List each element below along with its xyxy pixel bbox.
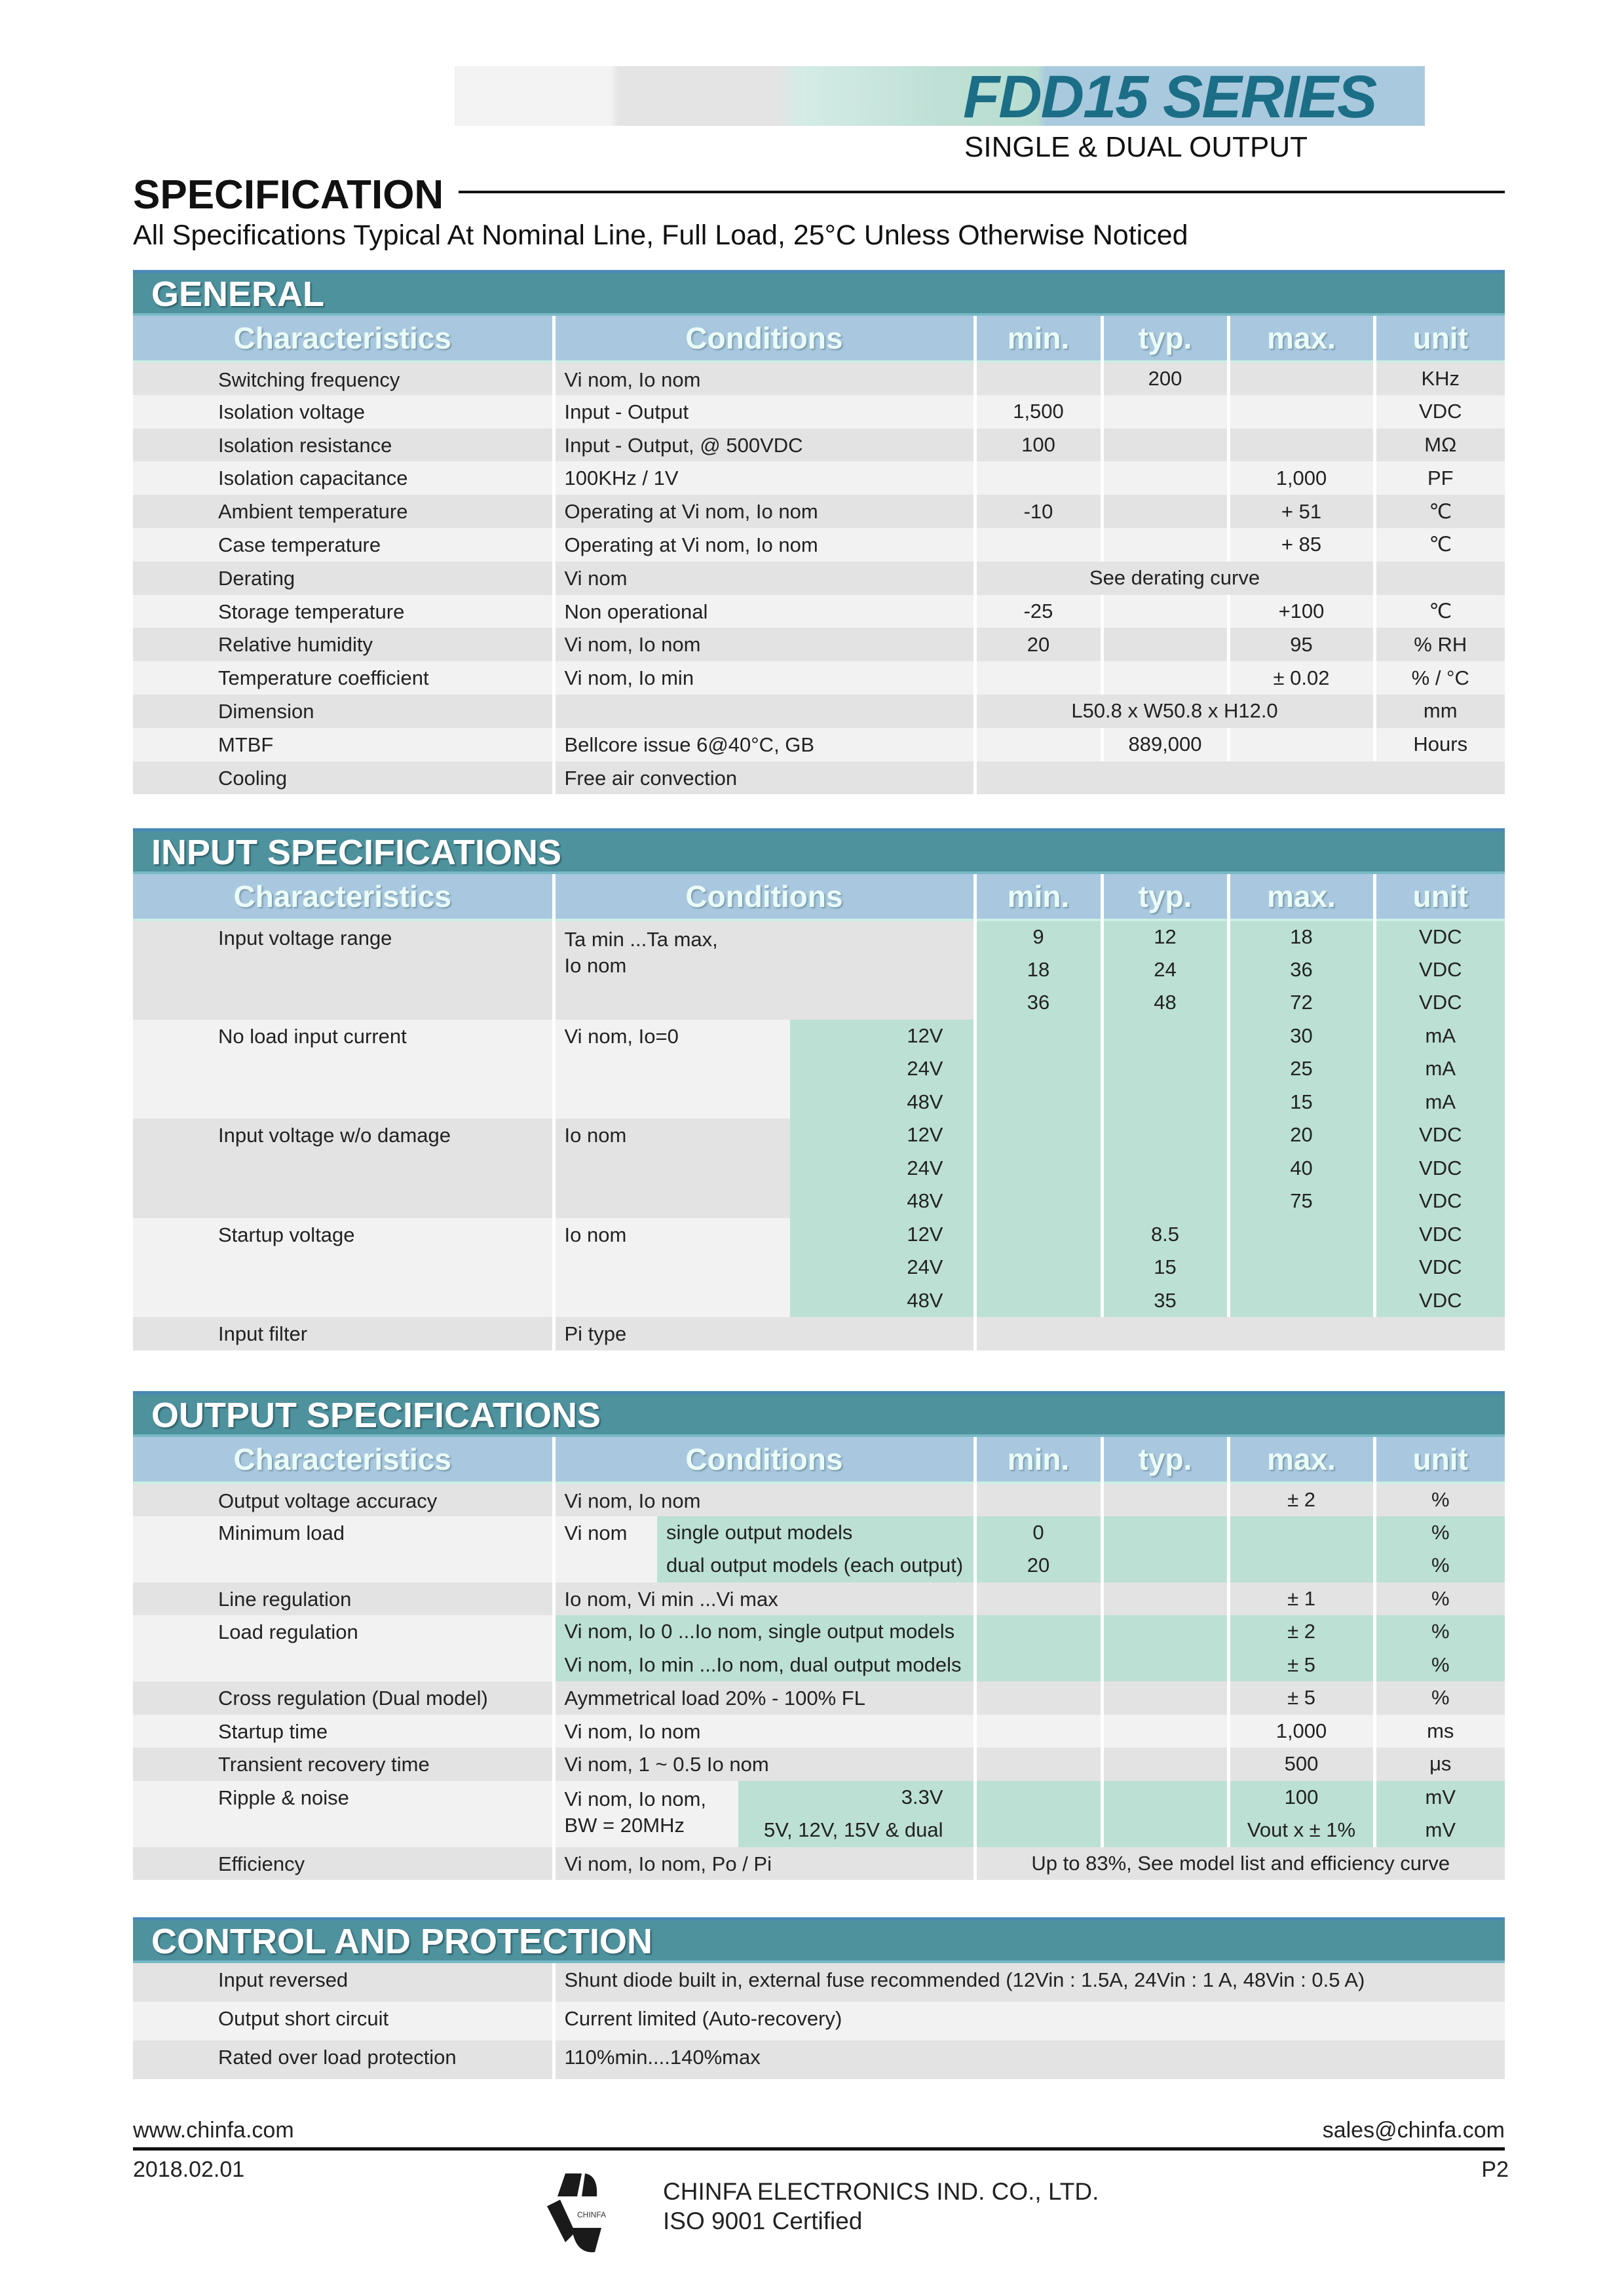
condition-cell: Non operational xyxy=(554,595,975,628)
min-cell xyxy=(975,1582,1102,1616)
characteristic-cell: MTBF xyxy=(133,728,554,761)
typ-cell: 35 xyxy=(1102,1284,1228,1318)
condition-cell: Vi nom, Io nom, Po / Pi xyxy=(554,1847,975,1881)
characteristic-cell: Load regulation xyxy=(133,1615,554,1681)
characteristic-cell: Minimum load xyxy=(133,1516,554,1582)
min-cell xyxy=(975,1152,1102,1185)
min-cell xyxy=(975,1185,1102,1218)
table-row xyxy=(133,1582,1505,1616)
table-row xyxy=(133,562,1505,595)
table-row xyxy=(133,2002,1505,2040)
input-table xyxy=(133,874,1505,1350)
max-cell: ± 2 xyxy=(1228,1483,1374,1516)
max-cell: ± 1 xyxy=(1228,1582,1374,1616)
column-header-typ: typ. xyxy=(1102,874,1228,920)
typ-cell xyxy=(1102,1748,1228,1781)
table-row xyxy=(133,595,1505,628)
table-row xyxy=(133,395,1505,429)
typ-cell xyxy=(1102,595,1228,628)
spec-note: All Specifications Typical At Nominal Line, Full Load, 25°C Unless Otherwise Noticed xyxy=(133,220,1188,251)
characteristic-cell: Input reversed xyxy=(133,1963,554,2002)
min-cell xyxy=(975,1218,1102,1252)
table-row xyxy=(133,1516,1505,1550)
value-cell: Current limited (Auto-recovery) xyxy=(554,2002,1505,2040)
typ-cell xyxy=(1102,1681,1228,1715)
min-cell xyxy=(975,661,1102,695)
unit-cell: VDC xyxy=(1374,1284,1505,1318)
min-cell xyxy=(975,1251,1102,1284)
typ-cell: 48 xyxy=(1102,986,1228,1020)
typ-cell xyxy=(1102,1549,1228,1582)
max-cell: 1,000 xyxy=(1228,461,1374,495)
max-cell: + 85 xyxy=(1228,528,1374,562)
empty-cell xyxy=(975,1317,1505,1350)
unit-cell: VDC xyxy=(1374,986,1505,1020)
characteristic-cell: Output voltage accuracy xyxy=(133,1483,554,1516)
logo-text: CHINFA xyxy=(577,2210,607,2219)
max-cell xyxy=(1228,429,1374,462)
unit-cell: % xyxy=(1374,1516,1505,1550)
min-cell: 0 xyxy=(975,1516,1102,1550)
control-table xyxy=(133,1963,1505,2079)
certification: ISO 9001 Certified xyxy=(663,2208,863,2234)
span-value-cell: See derating curve xyxy=(975,562,1374,595)
typ-cell xyxy=(1102,1615,1228,1649)
unit-cell: mV xyxy=(1374,1781,1505,1814)
typ-cell xyxy=(1102,1715,1228,1748)
characteristic-cell: Efficiency xyxy=(133,1847,554,1881)
condition-cell: Io nom, Vi min ...Vi max xyxy=(554,1582,975,1616)
typ-cell xyxy=(1102,395,1228,429)
condition-sub-label: dual output models (each output) xyxy=(657,1549,975,1582)
table-row xyxy=(133,1963,1505,2002)
min-cell xyxy=(975,1086,1102,1119)
column-header-unit: unit xyxy=(1374,874,1505,920)
min-cell xyxy=(975,1483,1102,1516)
characteristic-cell: Temperature coefficient xyxy=(133,661,554,695)
typ-cell xyxy=(1102,1814,1228,1847)
unit-cell: VDC xyxy=(1374,395,1505,429)
condition-sub-label: single output models xyxy=(657,1516,975,1550)
condition-line: Vi nom, Io nom, xyxy=(564,1787,707,1810)
input-section-title: INPUT SPECIFICATIONS xyxy=(133,828,1505,874)
table-row xyxy=(133,528,1505,562)
table-row xyxy=(133,761,1505,795)
characteristic-cell: Isolation capacitance xyxy=(133,461,554,495)
span-value-cell: Up to 83%, See model list and efficiency curve xyxy=(975,1847,1505,1881)
typ-cell: 8.5 xyxy=(1102,1218,1228,1252)
unit-cell: mm xyxy=(1374,695,1505,728)
max-cell: 500 xyxy=(1228,1748,1374,1781)
characteristic-cell: Isolation resistance xyxy=(133,429,554,462)
value-cell: Shunt diode built in, external fuse recommended (12Vin : 1.5A, 24Vin : 1 A, 48Vin : 0.5 A) xyxy=(554,1963,1505,2002)
max-cell: 36 xyxy=(1228,953,1374,987)
condition-cell: Bellcore issue 6@40°C, GB xyxy=(554,728,975,761)
table-row xyxy=(133,695,1505,728)
input-section xyxy=(133,828,1505,1350)
typ-cell: 15 xyxy=(1102,1251,1228,1284)
output-section-title: OUTPUT SPECIFICATIONS xyxy=(133,1391,1505,1437)
condition-cell: Vi nom, Io min xyxy=(554,661,975,695)
min-cell: 20 xyxy=(975,628,1102,661)
min-cell xyxy=(975,1284,1102,1318)
max-cell xyxy=(1228,1218,1374,1252)
characteristic-cell: Line regulation xyxy=(133,1582,554,1616)
characteristic-cell: No load input current xyxy=(133,1020,554,1119)
column-header-typ: typ. xyxy=(1102,316,1228,362)
condition-sub-label: 12V xyxy=(790,1119,975,1152)
unit-cell: mV xyxy=(1374,1814,1505,1847)
condition-cell: Free air convection xyxy=(554,761,975,795)
control-section-title: CONTROL AND PROTECTION xyxy=(133,1917,1505,1963)
max-cell: ± 0.02 xyxy=(1228,661,1374,695)
condition-cell: Aymmetrical load 20% - 100% FL xyxy=(554,1681,975,1715)
control-section xyxy=(133,1917,1505,2079)
min-cell xyxy=(975,1020,1102,1053)
website-link[interactable]: www.chinfa.com xyxy=(133,2118,294,2143)
unit-cell: % / °C xyxy=(1374,661,1505,695)
table-row xyxy=(133,661,1505,695)
typ-cell xyxy=(1102,1086,1228,1119)
column-header-row xyxy=(133,874,1505,920)
characteristic-cell: Startup voltage xyxy=(133,1218,554,1318)
table-row xyxy=(133,495,1505,528)
max-cell: Vout x ± 1% xyxy=(1228,1814,1374,1847)
general-section-title: GENERAL xyxy=(133,270,1505,316)
min-cell xyxy=(975,1052,1102,1086)
unit-cell: mA xyxy=(1374,1052,1505,1086)
max-cell: + 51 xyxy=(1228,495,1374,528)
condition-cell: Pi type xyxy=(554,1317,975,1350)
max-cell xyxy=(1228,1284,1374,1318)
max-cell: 20 xyxy=(1228,1119,1374,1152)
unit-cell: ℃ xyxy=(1374,495,1505,528)
characteristic-cell: Dimension xyxy=(133,695,554,728)
unit-cell: MΩ xyxy=(1374,429,1505,462)
characteristic-cell: Relative humidity xyxy=(133,628,554,661)
column-header-unit: unit xyxy=(1374,1437,1505,1483)
table-row xyxy=(133,1119,1505,1152)
typ-cell: 200 xyxy=(1102,362,1228,395)
page-number: P2 xyxy=(1481,2157,1509,2182)
table-row xyxy=(133,362,1505,395)
condition-sub-label: 48V xyxy=(790,1284,975,1318)
condition-sub-label: 24V xyxy=(790,1152,975,1185)
typ-cell xyxy=(1102,1649,1228,1682)
max-cell: 40 xyxy=(1228,1152,1374,1185)
characteristic-cell: Switching frequency xyxy=(133,362,554,395)
unit-cell: % xyxy=(1374,1681,1505,1715)
max-cell: 30 xyxy=(1228,1020,1374,1053)
condition-cell: Vi nom, Io=0 xyxy=(554,1020,790,1119)
max-cell xyxy=(1228,395,1374,429)
unit-cell: % xyxy=(1374,1549,1505,1582)
typ-cell xyxy=(1102,628,1228,661)
condition-sub-label: 12V xyxy=(790,1020,975,1053)
table-row xyxy=(133,1847,1505,1881)
series-title: FDD15 SERIES xyxy=(963,64,1376,130)
output-section xyxy=(133,1391,1505,1880)
typ-cell xyxy=(1102,461,1228,495)
column-header-typ: typ. xyxy=(1102,1437,1228,1483)
unit-cell: % xyxy=(1374,1615,1505,1649)
footer-divider xyxy=(133,2147,1505,2151)
typ-cell xyxy=(1102,429,1228,462)
chinfa-logo-icon xyxy=(546,2170,631,2255)
unit-cell: ℃ xyxy=(1374,595,1505,628)
table-row xyxy=(133,1681,1505,1715)
condition-line: Io nom xyxy=(564,954,627,977)
condition-cell: Vi nom, Io 0 ...Io nom, single output models xyxy=(554,1615,975,1649)
typ-cell xyxy=(1102,495,1228,528)
table-row xyxy=(133,1218,1505,1252)
condition-sub-label: 24V xyxy=(790,1052,975,1086)
min-cell: 9 xyxy=(975,920,1102,953)
table-row xyxy=(133,728,1505,761)
condition-cell xyxy=(554,695,975,728)
characteristic-cell: Rated over load protection xyxy=(133,2040,554,2079)
condition-cell: Input - Output, @ 500VDC xyxy=(554,429,975,462)
column-header-characteristics: Characteristics xyxy=(133,874,554,920)
min-cell xyxy=(975,1781,1102,1814)
max-cell xyxy=(1228,728,1374,761)
typ-cell xyxy=(1102,1781,1228,1814)
unit-cell: % xyxy=(1374,1582,1505,1616)
unit-cell: ℃ xyxy=(1374,528,1505,562)
unit-cell: VDC xyxy=(1374,953,1505,987)
characteristic-cell: Startup time xyxy=(133,1715,554,1748)
table-row xyxy=(133,920,1505,953)
typ-cell xyxy=(1102,1119,1228,1152)
general-table xyxy=(133,316,1505,794)
condition-cell: Io nom xyxy=(554,1119,790,1218)
typ-cell xyxy=(1102,528,1228,562)
characteristic-cell: Transient recovery time xyxy=(133,1748,554,1781)
typ-cell xyxy=(1102,661,1228,695)
min-cell xyxy=(975,461,1102,495)
condition-cell: Io nom xyxy=(554,1218,790,1318)
series-subtitle: SINGLE & DUAL OUTPUT xyxy=(964,131,1308,163)
min-cell xyxy=(975,1681,1102,1715)
max-cell xyxy=(1228,362,1374,395)
condition-cell: Vi nom, 1 ~ 0.5 Io nom xyxy=(554,1748,975,1781)
min-cell xyxy=(975,362,1102,395)
table-row xyxy=(133,429,1505,462)
condition-cell: Vi nom, Io nom xyxy=(554,1483,975,1516)
table-row xyxy=(133,461,1505,495)
unit-cell: VDC xyxy=(1374,1218,1505,1252)
min-cell: 18 xyxy=(975,953,1102,987)
characteristic-cell: Output short circuit xyxy=(133,2002,554,2040)
typ-cell xyxy=(1102,1052,1228,1086)
min-cell xyxy=(975,1715,1102,1748)
table-row xyxy=(133,1715,1505,1748)
typ-cell xyxy=(1102,1516,1228,1550)
condition-cell xyxy=(554,1781,738,1847)
condition-sub-label: 48V xyxy=(790,1185,975,1218)
characteristic-cell: Storage temperature xyxy=(133,595,554,628)
column-header-row xyxy=(133,316,1505,362)
table-row xyxy=(133,628,1505,661)
output-table xyxy=(133,1437,1505,1880)
characteristic-cell: Case temperature xyxy=(133,528,554,562)
table-row xyxy=(133,1020,1505,1053)
condition-sub-label: 48V xyxy=(790,1086,975,1119)
typ-cell xyxy=(1102,1185,1228,1218)
column-header-row xyxy=(133,1437,1505,1483)
max-cell: ± 5 xyxy=(1228,1649,1374,1682)
min-cell: -10 xyxy=(975,495,1102,528)
max-cell: 18 xyxy=(1228,920,1374,953)
table-row xyxy=(133,2040,1505,2079)
column-header-conditions: Conditions xyxy=(554,874,975,920)
max-cell: ± 5 xyxy=(1228,1681,1374,1715)
page-title: SPECIFICATION xyxy=(133,172,444,218)
table-row xyxy=(133,1317,1505,1350)
condition-cell: Vi nom, Io nom xyxy=(554,1715,975,1748)
typ-cell: 12 xyxy=(1102,920,1228,953)
condition-cell: Operating at Vi nom, Io nom xyxy=(554,495,975,528)
condition-sub-label: 5V, 12V, 15V & dual xyxy=(738,1814,975,1847)
title-divider xyxy=(459,191,1505,193)
typ-cell xyxy=(1102,1582,1228,1616)
max-cell: 25 xyxy=(1228,1052,1374,1086)
table-row xyxy=(133,1781,1505,1814)
characteristic-cell: Ambient temperature xyxy=(133,495,554,528)
min-cell xyxy=(975,1615,1102,1649)
table-row xyxy=(133,1615,1505,1649)
max-cell: 75 xyxy=(1228,1185,1374,1218)
column-header-characteristics: Characteristics xyxy=(133,316,554,362)
condition-line: BW = 20MHz xyxy=(564,1813,685,1837)
document-date: 2018.02.01 xyxy=(133,2157,245,2182)
characteristic-cell: Isolation voltage xyxy=(133,395,554,429)
column-header-max: max. xyxy=(1228,1437,1374,1483)
unit-cell: VDC xyxy=(1374,1152,1505,1185)
condition-sub-label: 24V xyxy=(790,1251,975,1284)
condition-sub-label: 12V xyxy=(790,1218,975,1252)
unit-cell: VDC xyxy=(1374,1185,1505,1218)
unit-cell: μs xyxy=(1374,1748,1505,1781)
max-cell: ± 2 xyxy=(1228,1615,1374,1649)
typ-cell xyxy=(1102,1020,1228,1053)
typ-cell: 24 xyxy=(1102,953,1228,987)
column-header-conditions: Conditions xyxy=(554,316,975,362)
unit-cell: mA xyxy=(1374,1086,1505,1119)
min-cell: 1,500 xyxy=(975,395,1102,429)
characteristic-cell: Derating xyxy=(133,562,554,595)
column-header-characteristics: Characteristics xyxy=(133,1437,554,1483)
max-cell: 72 xyxy=(1228,986,1374,1020)
min-cell xyxy=(975,1119,1102,1152)
max-cell xyxy=(1228,1516,1374,1550)
min-cell xyxy=(975,528,1102,562)
condition-cell: Operating at Vi nom, Io nom xyxy=(554,528,975,562)
min-cell: 36 xyxy=(975,986,1102,1020)
unit-cell: KHz xyxy=(1374,362,1505,395)
typ-cell xyxy=(1102,1152,1228,1185)
characteristic-cell: Input filter xyxy=(133,1317,554,1350)
table-row xyxy=(133,1483,1505,1516)
condition-cell: 100KHz / 1V xyxy=(554,461,975,495)
unit-cell: Hours xyxy=(1374,728,1505,761)
column-header-conditions: Conditions xyxy=(554,1437,975,1483)
characteristic-cell: Input voltage range xyxy=(133,920,554,1020)
general-section xyxy=(133,270,1505,794)
column-header-max: max. xyxy=(1228,316,1374,362)
condition-cell: Vi nom xyxy=(554,562,975,595)
unit-cell: ms xyxy=(1374,1715,1505,1748)
condition-cell: Input - Output xyxy=(554,395,975,429)
characteristic-cell: Ripple & noise xyxy=(133,1781,554,1847)
condition-cell: Vi nom, Io min ...Io nom, dual output models xyxy=(554,1649,975,1682)
unit-cell: % RH xyxy=(1374,628,1505,661)
min-cell: 100 xyxy=(975,429,1102,462)
column-header-min: min. xyxy=(975,874,1102,920)
min-cell xyxy=(975,1748,1102,1781)
max-cell: 100 xyxy=(1228,1781,1374,1814)
characteristic-cell: Cross regulation (Dual model) xyxy=(133,1681,554,1715)
condition-cell: Vi nom, Io nom xyxy=(554,628,975,661)
characteristic-cell: Input voltage w/o damage xyxy=(133,1119,554,1218)
condition-cell xyxy=(554,920,975,1020)
min-cell xyxy=(975,1814,1102,1847)
min-cell xyxy=(975,1649,1102,1682)
max-cell: 1,000 xyxy=(1228,1715,1374,1748)
unit-cell: % xyxy=(1374,1649,1505,1682)
company-name: CHINFA ELECTRONICS IND. CO., LTD. xyxy=(663,2178,1099,2205)
min-cell xyxy=(975,728,1102,761)
column-header-min: min. xyxy=(975,1437,1102,1483)
typ-cell xyxy=(1102,1483,1228,1516)
condition-sub-label: 3.3V xyxy=(738,1781,975,1814)
empty-cell xyxy=(975,761,1505,795)
max-cell xyxy=(1228,1549,1374,1582)
column-header-min: min. xyxy=(975,316,1102,362)
max-cell xyxy=(1228,1251,1374,1284)
condition-cell: Vi nom, Io nom xyxy=(554,362,975,395)
max-cell: +100 xyxy=(1228,595,1374,628)
min-cell: -25 xyxy=(975,595,1102,628)
unit-cell: % xyxy=(1374,1483,1505,1516)
unit-cell: mA xyxy=(1374,1020,1505,1053)
column-header-unit: unit xyxy=(1374,316,1505,362)
email-link[interactable]: sales@chinfa.com xyxy=(1322,2118,1505,2143)
characteristic-cell: Cooling xyxy=(133,761,554,795)
unit-cell: VDC xyxy=(1374,920,1505,953)
value-cell: 110%min....140%max xyxy=(554,2040,1505,2079)
unit-cell: PF xyxy=(1374,461,1505,495)
max-cell: 15 xyxy=(1228,1086,1374,1119)
span-value-cell: L50.8 x W50.8 x H12.0 xyxy=(975,695,1374,728)
company-info xyxy=(663,2177,1099,2236)
column-header-max: max. xyxy=(1228,874,1374,920)
table-row xyxy=(133,1748,1505,1781)
unit-cell: VDC xyxy=(1374,1119,1505,1152)
min-cell: 20 xyxy=(975,1549,1102,1582)
unit-cell: VDC xyxy=(1374,1251,1505,1284)
typ-cell: 889,000 xyxy=(1102,728,1228,761)
unit-cell xyxy=(1374,562,1505,595)
condition-line: Ta min ...Ta max, xyxy=(564,928,718,951)
condition-cell: Vi nom xyxy=(554,1516,657,1582)
max-cell: 95 xyxy=(1228,628,1374,661)
